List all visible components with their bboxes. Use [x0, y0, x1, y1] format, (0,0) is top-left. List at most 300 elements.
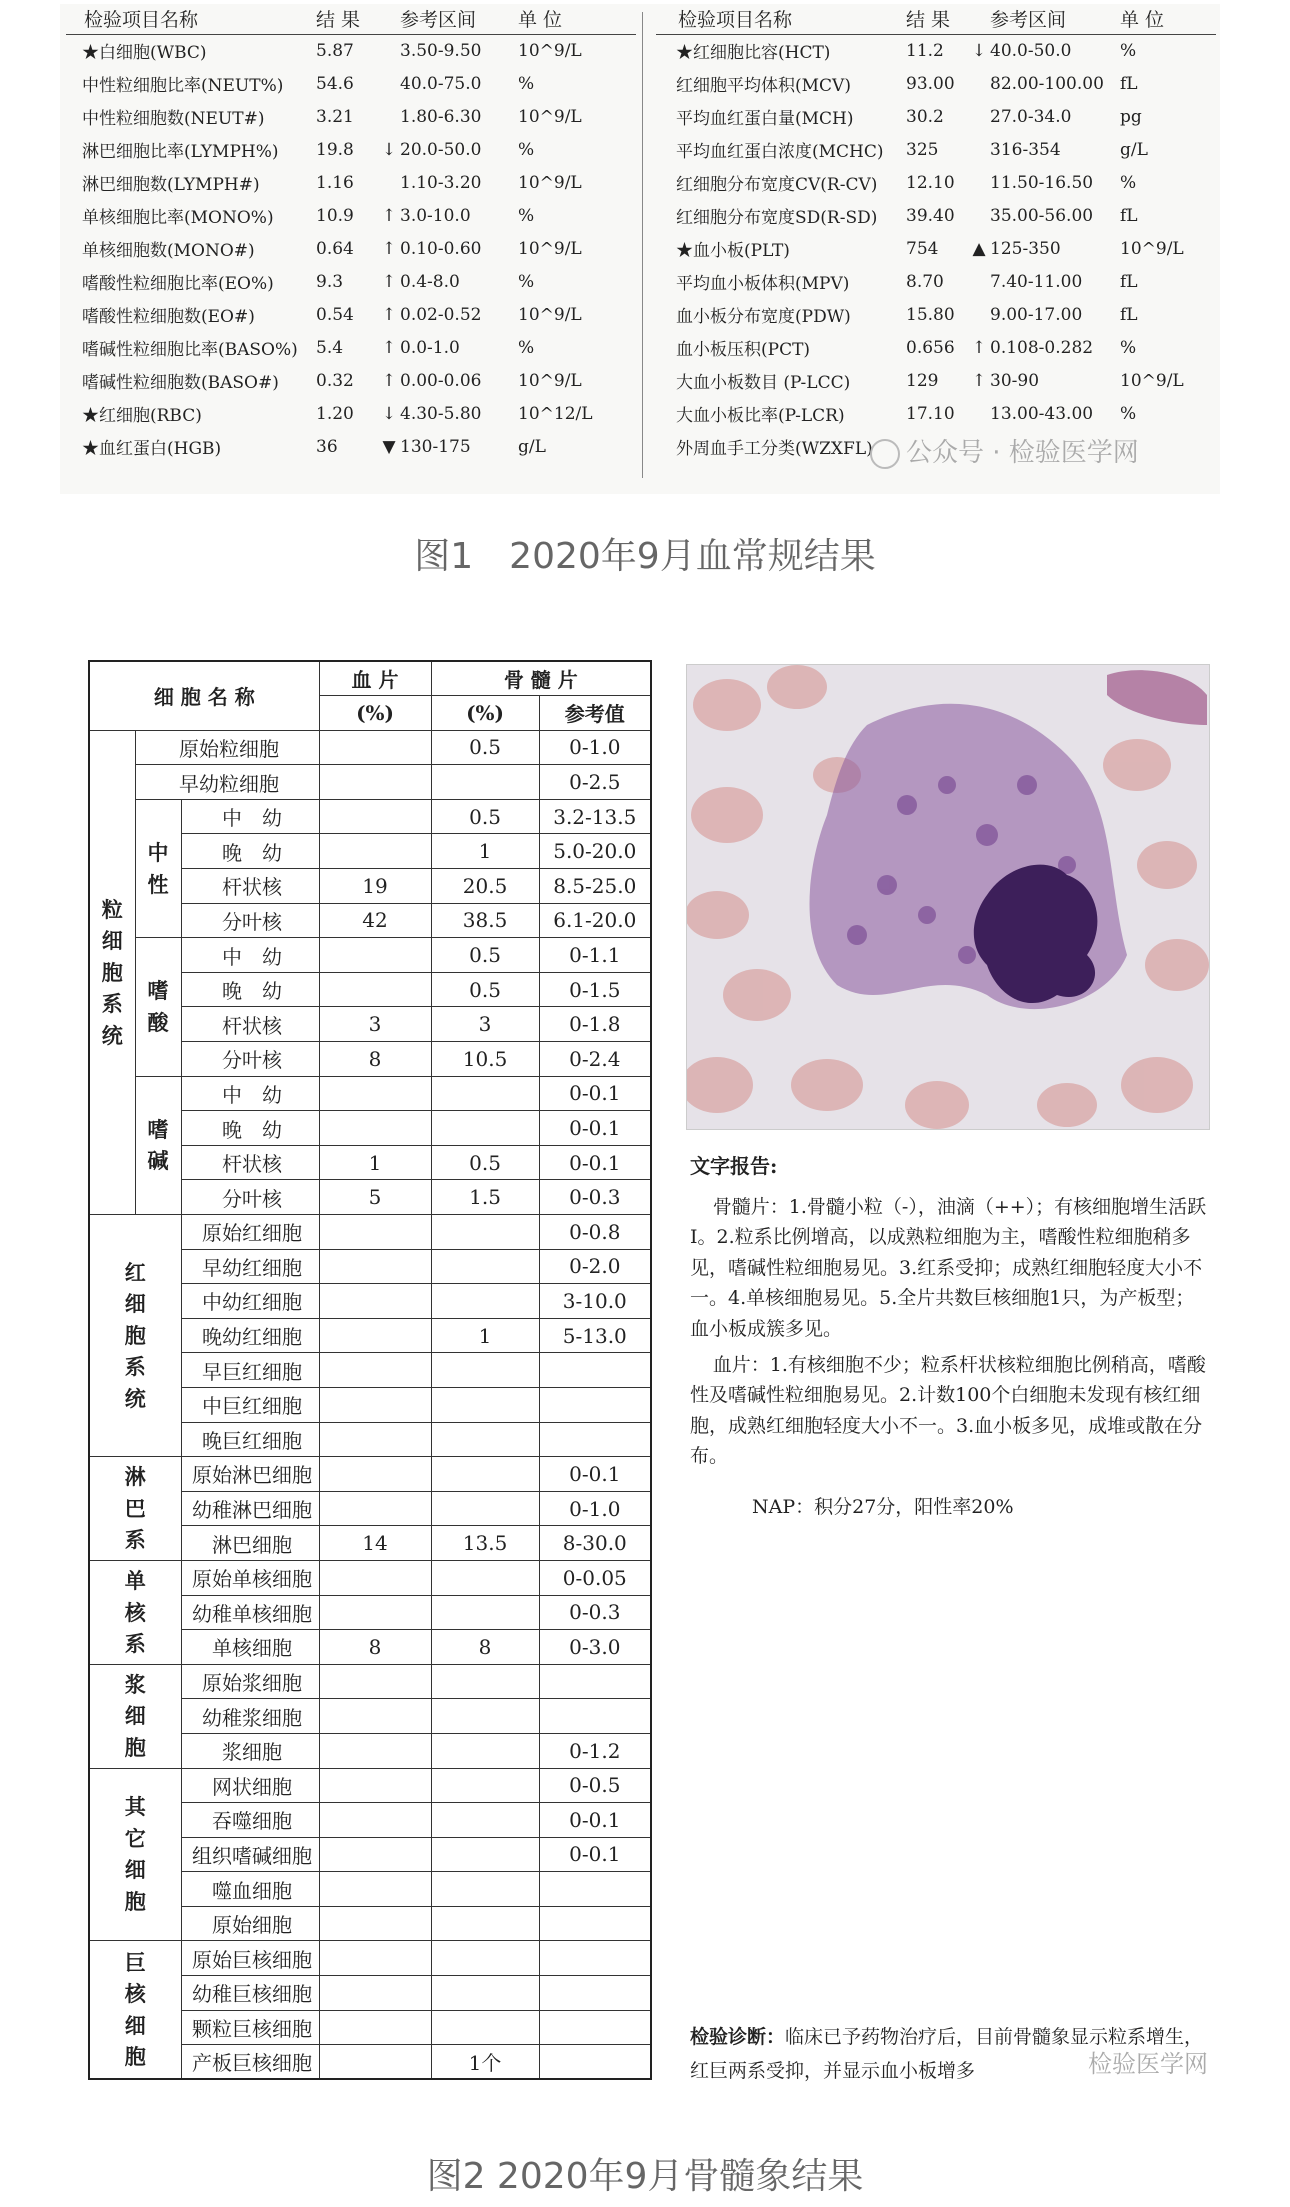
cell-name: 中幼红细胞: [181, 1284, 319, 1319]
test-flag: ↑: [381, 271, 397, 292]
test-name: 大血小板比率(P-LCR): [676, 406, 845, 426]
test-unit: fL: [1120, 271, 1138, 292]
test-ref: 1.80-6.30: [400, 106, 482, 127]
cell-name: 原始浆细胞: [181, 1664, 319, 1699]
test-result: 19.8: [316, 139, 354, 160]
test-flag: [968, 166, 990, 199]
text-report: [690, 1150, 1210, 1478]
group-other: 其 它 细 胞: [89, 1768, 181, 1941]
blood-pct: [319, 1733, 431, 1768]
cell-name: 浆细胞: [181, 1733, 319, 1768]
ref-value: 8-30.0: [539, 1526, 651, 1561]
blood-pct: [319, 1664, 431, 1699]
marrow-row: [89, 938, 651, 973]
ref-value: [539, 1353, 651, 1388]
test-ref: 40.0-75.0: [400, 73, 482, 94]
test-name: ★血红蛋白(HGB): [82, 439, 222, 459]
test-unit: fL: [1120, 205, 1138, 226]
test-ref: 3.0-10.0: [400, 205, 471, 226]
header-name: 检验项目名称: [66, 4, 316, 34]
ref-value: 0-1.0: [539, 730, 651, 765]
marrow-pct: 20.5: [431, 869, 539, 904]
cell-name: 中 幼: [181, 799, 319, 834]
blood-pct: [319, 765, 431, 800]
group-mono: 单 核 系: [89, 1560, 181, 1664]
test-flag: [968, 133, 990, 166]
test-unit: 10^9/L: [518, 370, 582, 391]
test-unit: %: [518, 73, 535, 94]
marrow-pct: [431, 1768, 539, 1803]
cbc-row: [656, 34, 1216, 67]
blood-pct: [319, 972, 431, 1007]
figure1-caption: 图1 2020年9月血常规结果: [414, 536, 876, 577]
cbc-row: [66, 67, 636, 100]
marrow-pct: [431, 1976, 539, 2011]
marrow-pct: [431, 1387, 539, 1422]
header-name: 检验项目名称: [656, 4, 906, 34]
test-ref: 3.50-9.50: [400, 40, 482, 61]
cell-name: 晚幼红细胞: [181, 1318, 319, 1353]
blood-pct: [319, 1906, 431, 1941]
cbc-row: [66, 100, 636, 133]
header-ref: 参考区间: [400, 4, 518, 34]
test-flag: [968, 397, 990, 430]
blood-pct: [319, 1803, 431, 1838]
test-name: 嗜酸性粒细胞比率(EO%): [82, 274, 274, 294]
cell-name: 颗粒巨核细胞: [181, 2010, 319, 2045]
marrow-pct: [431, 1560, 539, 1595]
blood-pct: [319, 1318, 431, 1353]
header-result: 结 果: [906, 4, 990, 34]
cell-name: 分叶核: [181, 1042, 319, 1077]
cbc-row: [656, 364, 1216, 397]
ref-value: 5-13.0: [539, 1318, 651, 1353]
blood-pct: [319, 2045, 431, 2080]
test-ref: 9.00-17.00: [990, 304, 1083, 325]
marrow-pct: [431, 1249, 539, 1284]
test-ref: 0.4-8.0: [400, 271, 460, 292]
group-erythroid: 红 细 胞 系 统: [89, 1215, 181, 1457]
marrow-pct: [431, 1491, 539, 1526]
test-unit: 10^9/L: [518, 304, 582, 325]
test-flag: [378, 67, 400, 100]
cbc-row: [66, 430, 636, 463]
test-unit: 10^9/L: [1120, 238, 1184, 259]
blood-pct: [319, 2010, 431, 2045]
header-unit: 单 位: [518, 4, 636, 34]
test-unit: %: [518, 271, 535, 292]
ref-value: [539, 2010, 651, 2045]
test-result: 54.6: [316, 73, 354, 94]
marrow-pct: 1.5: [431, 1180, 539, 1215]
test-flag: ↑: [971, 337, 987, 358]
test-result: 15.80: [906, 304, 955, 325]
ref-value: 0-2.4: [539, 1042, 651, 1077]
blood-pct: [319, 1699, 431, 1734]
test-result: 129: [906, 370, 939, 391]
test-flag: [968, 199, 990, 232]
cbc-row: [656, 331, 1216, 364]
blood-pct: [319, 1560, 431, 1595]
test-flag: ↓: [381, 139, 397, 160]
test-ref: 130-175: [400, 436, 471, 457]
cbc-table-left: [66, 4, 636, 463]
test-flag: ▼: [382, 436, 396, 457]
ref-value: 5.0-20.0: [539, 834, 651, 869]
report-title: 文字报告:: [690, 1154, 778, 1178]
test-flag: ↑: [381, 304, 397, 325]
group-plasma: 浆 细 胞: [89, 1664, 181, 1768]
test-flag: [378, 100, 400, 133]
marrow-pct: [431, 2010, 539, 2045]
cell-name: 吞噬细胞: [181, 1803, 319, 1838]
test-unit: 10^9/L: [518, 172, 582, 193]
test-flag: [968, 265, 990, 298]
test-result: 5.4: [316, 337, 344, 358]
cell-name: 中巨红细胞: [181, 1387, 319, 1422]
cell-name: 原始红细胞: [181, 1215, 319, 1250]
blood-pct: [319, 1284, 431, 1319]
group-mega: 巨 核 细 胞: [89, 1941, 181, 2079]
test-unit: 10^9/L: [518, 40, 582, 61]
cell-name: 早幼粒细胞: [135, 765, 319, 800]
header-marrow-pct: (%): [431, 696, 539, 731]
cbc-row: [66, 298, 636, 331]
test-unit: fL: [1120, 304, 1138, 325]
test-name: ★红细胞比容(HCT): [676, 43, 831, 64]
ref-value: 0-0.3: [539, 1595, 651, 1630]
test-flag: ↓: [971, 40, 987, 61]
test-result: 0.656: [906, 337, 955, 358]
cell-name: 原始巨核细胞: [181, 1941, 319, 1976]
cell-name: 幼稚淋巴细胞: [181, 1491, 319, 1526]
ref-value: 0-1.1: [539, 938, 651, 973]
ref-value: 0-0.1: [539, 1837, 651, 1872]
test-unit: fL: [1120, 73, 1138, 94]
test-name: 平均血小板体积(MPV): [676, 274, 850, 294]
test-result: 17.10: [906, 403, 955, 424]
test-unit: 10^9/L: [518, 238, 582, 259]
marrow-pct: 1: [431, 834, 539, 869]
marrow-pct: [431, 1941, 539, 1976]
blood-pct: [319, 1768, 431, 1803]
cbc-report: [60, 4, 1220, 494]
group-eosinophil: 嗜 酸: [135, 938, 181, 1076]
test-ref: 7.40-11.00: [990, 271, 1083, 292]
blood-pct: [319, 1387, 431, 1422]
ref-value: 0-0.1: [539, 1076, 651, 1111]
test-name: 中性粒细胞数(NEUT#): [82, 109, 265, 129]
marrow-pct: [431, 1111, 539, 1146]
cell-name: 中 幼: [181, 938, 319, 973]
test-ref: 82.00-100.00: [990, 73, 1104, 94]
ref-value: 0-0.1: [539, 1145, 651, 1180]
marrow-row: [89, 1768, 651, 1803]
test-name: 单核细胞比率(MONO%): [82, 208, 274, 228]
marrow-pct: 13.5: [431, 1526, 539, 1561]
cbc-table-right: [656, 4, 1216, 463]
marrow-pct: [431, 1076, 539, 1111]
watermark-2: 检验医学网: [1088, 2050, 1208, 2078]
group-granulocyte: 粒 细 胞 系 统: [89, 730, 135, 1214]
test-unit: %: [1120, 172, 1137, 193]
cbc-row: [66, 397, 636, 430]
cell-name: 原始粒细胞: [135, 730, 319, 765]
cell-name: 产板巨核细胞: [181, 2045, 319, 2080]
cell-name: 幼稚巨核细胞: [181, 1976, 319, 2011]
marrow-row: [89, 730, 651, 765]
marrow-pct: [431, 1353, 539, 1388]
cbc-row: [656, 67, 1216, 100]
cell-name: 分叶核: [181, 1180, 319, 1215]
micrograph: [686, 664, 1210, 1130]
test-ref: 316-354: [990, 139, 1061, 160]
ref-value: [539, 1872, 651, 1907]
ref-value: 0-0.1: [539, 1111, 651, 1146]
test-result: 30.2: [906, 106, 944, 127]
ref-value: [539, 1699, 651, 1734]
cbc-row: [66, 265, 636, 298]
wechat-icon: [870, 439, 900, 469]
test-flag: ↑: [381, 205, 397, 226]
blood-pct: 3: [319, 1007, 431, 1042]
cbc-row: [66, 364, 636, 397]
blood-pct: [319, 1872, 431, 1907]
cell-name: 幼稚浆细胞: [181, 1699, 319, 1734]
group-basophil: 嗜 碱: [135, 1076, 181, 1214]
ref-value: 3-10.0: [539, 1284, 651, 1319]
blood-pct: [319, 1595, 431, 1630]
test-result: 0.32: [316, 370, 354, 391]
test-ref: 0.0-1.0: [400, 337, 460, 358]
cell-name: 晚 幼: [181, 1111, 319, 1146]
test-result: 12.10: [906, 172, 955, 193]
header-blood: 血 片: [319, 661, 431, 696]
ref-value: 6.1-20.0: [539, 903, 651, 938]
cell-name: 原始单核细胞: [181, 1560, 319, 1595]
marrow-pct: 10.5: [431, 1042, 539, 1077]
cbc-row: [66, 232, 636, 265]
figure2-caption: 图2 2020年9月骨髓象结果: [426, 2156, 864, 2197]
test-unit: %: [1120, 403, 1137, 424]
marrow-pct: [431, 1872, 539, 1907]
blood-pct: 5: [319, 1180, 431, 1215]
marrow-row: [89, 1560, 651, 1595]
blood-pct: 8: [319, 1630, 431, 1665]
marrow-row: [89, 1215, 651, 1250]
ref-value: 8.5-25.0: [539, 869, 651, 904]
blood-pct: [319, 1837, 431, 1872]
cell-name: 杆状核: [181, 869, 319, 904]
cell-name: 晚巨红细胞: [181, 1422, 319, 1457]
test-flag: [378, 34, 400, 67]
test-name: 外周血手工分类(WZXFL): [676, 439, 873, 459]
test-name: 中性粒细胞比率(NEUT%): [82, 76, 284, 96]
group-lymph: 淋 巴 系: [89, 1457, 181, 1561]
test-flag: ↓: [381, 403, 397, 424]
test-ref: 27.0-34.0: [990, 106, 1072, 127]
cell-name: 晚 幼: [181, 834, 319, 869]
bone-marrow-report: [78, 660, 1224, 2120]
column-divider: [642, 12, 643, 478]
ref-value: 0-1.2: [539, 1733, 651, 1768]
test-name: 血小板分布宽度(PDW): [676, 307, 851, 327]
blood-pct: 14: [319, 1526, 431, 1561]
cbc-row: [66, 133, 636, 166]
ref-value: [539, 1941, 651, 1976]
test-unit: g/L: [1120, 139, 1148, 160]
marrow-row: [89, 1076, 651, 1111]
test-name: ★血小板(PLT): [676, 241, 790, 261]
blood-pct: 42: [319, 903, 431, 938]
ref-value: [539, 1422, 651, 1457]
header-unit: 单 位: [1120, 4, 1216, 34]
ref-value: [539, 1906, 651, 1941]
test-result: 10.9: [316, 205, 354, 226]
ref-value: 0-0.5: [539, 1768, 651, 1803]
test-unit: %: [518, 139, 535, 160]
test-ref: 13.00-43.00: [990, 403, 1094, 424]
test-result: 325: [906, 139, 939, 160]
nap-score: NAP：积分27分，阳性率20%: [752, 1496, 1014, 1518]
test-result: 8.70: [906, 271, 944, 292]
test-unit: %: [1120, 337, 1137, 358]
blood-pct: [319, 834, 431, 869]
test-flag: [968, 298, 990, 331]
blood-pct: [319, 1111, 431, 1146]
watermark: 公众号 · 检验医学网: [870, 432, 1139, 469]
test-flag: [968, 67, 990, 100]
marrow-pct: [431, 1664, 539, 1699]
test-ref: 0.00-0.06: [400, 370, 482, 391]
test-flag: [378, 166, 400, 199]
marrow-pct: 1个: [431, 2045, 539, 2080]
test-result: 11.2: [906, 40, 944, 61]
cell-name: 早巨红细胞: [181, 1353, 319, 1388]
test-name: 淋巴细胞数(LYMPH#): [82, 175, 260, 195]
ref-value: 0-0.3: [539, 1180, 651, 1215]
test-result: 3.21: [316, 106, 354, 127]
ref-value: 0-0.1: [539, 1803, 651, 1838]
test-result: 0.64: [316, 238, 354, 259]
marrow-pct: 8: [431, 1630, 539, 1665]
test-result: 754: [906, 238, 939, 259]
ref-value: [539, 1976, 651, 2011]
marrow-pct: [431, 1422, 539, 1457]
marrow-pct: 0.5: [431, 938, 539, 973]
blood-pct: [319, 1076, 431, 1111]
ref-value: 3.2-13.5: [539, 799, 651, 834]
marrow-pct: [431, 1457, 539, 1492]
ref-value: 0-0.1: [539, 1457, 651, 1492]
blood-pct: 19: [319, 869, 431, 904]
ref-value: 0-0.05: [539, 1560, 651, 1595]
cbc-row: [656, 265, 1216, 298]
cbc-row: [656, 133, 1216, 166]
test-result: 39.40: [906, 205, 955, 226]
marrow-pct: [431, 1595, 539, 1630]
marrow-pct: 3: [431, 1007, 539, 1042]
cell-name: 原始淋巴细胞: [181, 1457, 319, 1492]
ref-value: 0-2.0: [539, 1249, 651, 1284]
test-name: 嗜碱性粒细胞比率(BASO%): [82, 340, 298, 360]
test-unit: pg: [1120, 106, 1142, 127]
blood-text: 血片：1.有核细胞不少；粒系杆状核粒细胞比例稍高，嗜酸性及嗜碱性粒细胞易见。2.计数100个白细胞未发现有核红细胞，成熟红细胞轻度大小不一。3.血小板多见，成堆或散在分布。: [690, 1353, 1206, 1468]
header-marrow: 骨 髓 片: [431, 661, 651, 696]
marrow-row: [89, 765, 651, 800]
test-unit: 10^9/L: [1120, 370, 1184, 391]
test-ref: 20.0-50.0: [400, 139, 482, 160]
ref-value: 0-3.0: [539, 1630, 651, 1665]
ref-value: 0-0.8: [539, 1215, 651, 1250]
cell-name: 晚 幼: [181, 972, 319, 1007]
test-flag: ↑: [971, 370, 987, 391]
test-ref: 40.0-50.0: [990, 40, 1072, 61]
test-unit: g/L: [518, 436, 546, 457]
cell-name: 早幼红细胞: [181, 1249, 319, 1284]
test-name: 嗜酸性粒细胞数(EO#): [82, 307, 255, 327]
marrow-pct: [431, 1699, 539, 1734]
cbc-row: [66, 34, 636, 67]
header-ref: 参考值: [539, 696, 651, 731]
test-flag: [968, 100, 990, 133]
test-result: 0.54: [316, 304, 354, 325]
blood-pct: [319, 1422, 431, 1457]
test-flag: ↑: [381, 337, 397, 358]
test-result: 1.20: [316, 403, 354, 424]
cell-name: 杆状核: [181, 1007, 319, 1042]
blood-pct: [319, 1491, 431, 1526]
test-name: 单核细胞数(MONO#): [82, 241, 255, 261]
marrow-pct: 38.5: [431, 903, 539, 938]
cell-name: 原始细胞: [181, 1906, 319, 1941]
marrow-row: [89, 1664, 651, 1699]
marrow-pct: [431, 765, 539, 800]
test-flag: ▲: [972, 238, 986, 259]
test-ref: 35.00-56.00: [990, 205, 1094, 226]
ref-value: [539, 2045, 651, 2080]
test-unit: %: [518, 337, 535, 358]
blood-pct: [319, 730, 431, 765]
cbc-row: [656, 166, 1216, 199]
test-name: 红细胞分布宽度CV(R-CV): [676, 175, 878, 195]
marrow-pct: [431, 1803, 539, 1838]
blood-pct: [319, 1457, 431, 1492]
diagnosis-label: 检验诊断：: [690, 2026, 786, 2048]
blood-pct: [319, 799, 431, 834]
ref-value: [539, 1387, 651, 1422]
test-unit: 10^12/L: [518, 403, 593, 424]
cbc-row: [656, 100, 1216, 133]
diagnosis-text: 临床已予药物治疗后，目前骨髓象显示粒系增生，红巨两系受抑，并显示血小板增多: [690, 2026, 1204, 2083]
header-blood-pct: (%): [319, 696, 431, 731]
blood-pct: [319, 938, 431, 973]
cell-name: 单核细胞: [181, 1630, 319, 1665]
test-unit: %: [1120, 40, 1137, 61]
test-result: 9.3: [316, 271, 344, 292]
marrow-pct: [431, 1906, 539, 1941]
group-neutrophil: 中 性: [135, 799, 181, 937]
header-ref: 参考区间: [990, 4, 1120, 34]
marrow-pct: [431, 1215, 539, 1250]
test-name: 嗜碱性粒细胞数(BASO#): [82, 373, 279, 393]
test-ref: 11.50-16.50: [990, 172, 1094, 193]
cbc-row: [66, 166, 636, 199]
marrow-pct: 0.5: [431, 799, 539, 834]
cbc-row: [656, 298, 1216, 331]
cell-name: 杆状核: [181, 1145, 319, 1180]
test-name: 淋巴细胞比率(LYMPH%): [82, 142, 279, 162]
